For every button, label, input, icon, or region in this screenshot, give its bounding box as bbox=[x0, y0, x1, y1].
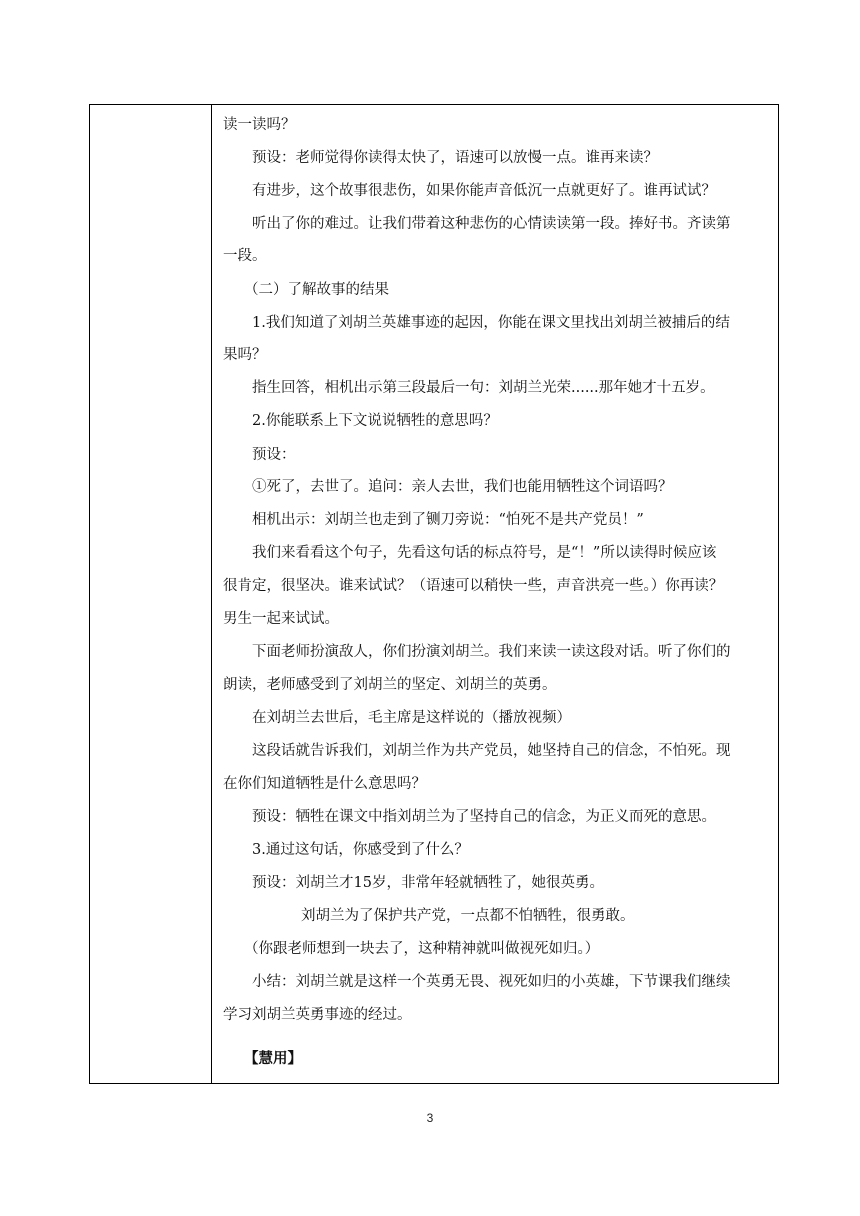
text-line: 相机出示：刘胡兰也走到了铡刀旁说：“怕死不是共产党员！” bbox=[252, 512, 644, 528]
text-line: 刘胡兰为了保护共产党，一点都不怕牺牲，很勇敢。 bbox=[301, 908, 635, 924]
text-line: 预设： bbox=[252, 447, 296, 463]
text-line: 这段话就告诉我们，刘胡兰作为共产党员，她坚持自己的信念，不怕死。现 bbox=[252, 743, 731, 759]
text-line: 在刘胡兰去世后，毛主席是这样说的（播放视频） bbox=[252, 710, 571, 726]
text-line: 果吗？ bbox=[223, 347, 267, 363]
text-line: 2.你能联系上下文说说牺牲的意思吗？ bbox=[252, 413, 498, 429]
text-line: 在你们知道牺牲是什么意思吗？ bbox=[223, 776, 426, 792]
text-line: 很肯定，很坚决。谁来试试？（语速可以稍快一些，声音洪亮一些。）你再读？ bbox=[223, 578, 724, 594]
text-line: 我们来看看这个句子，先看这句话的标点符号，是“！”所以读得时候应该 bbox=[252, 545, 717, 561]
text-line: 小结：刘胡兰就是这样一个英勇无畏、视死如归的小英雄，下节课我们继续 bbox=[252, 974, 731, 990]
text-line: 1.我们知道了刘胡兰英雄事迹的起因，你能在课文里找出刘胡兰被捕后的结 bbox=[252, 315, 730, 331]
text-line: 预设：刘胡兰才15岁，非常年轻就牺牲了，她很英勇。 bbox=[252, 875, 604, 891]
text-line: 听出了你的难过。让我们带着这种悲伤的心情读读第一段。捧好书。齐读第 bbox=[252, 216, 731, 232]
text-line: 预设：牺牲在课文中指刘胡兰为了坚持自己的信念，为正义而死的意思。 bbox=[252, 809, 716, 825]
text-line: 读一读吗？ bbox=[223, 117, 296, 133]
text-line: 朗读，老师感受到了刘胡兰的坚定、刘胡兰的英勇。 bbox=[223, 677, 557, 693]
text-line: 下面老师扮演敌人，你们扮演刘胡兰。我们来读一读这段对话。听了你们的 bbox=[252, 644, 731, 660]
table-left-column bbox=[90, 105, 212, 1083]
text-line: 有进步，这个故事很悲伤，如果你能声音低沉一点就更好了。谁再试试？ bbox=[252, 183, 716, 199]
text-line: 3.通过这句话，你感受到了什么？ bbox=[252, 842, 469, 858]
text-line: ①死了，去世了。追问：亲人去世，我们也能用牺牲这个词语吗？ bbox=[252, 479, 673, 495]
text-line: 男生一起来试试。 bbox=[223, 611, 339, 627]
text-line: 预设：老师觉得你读得太快了，语速可以放慢一点。谁再来读？ bbox=[252, 150, 658, 166]
text-line: 一段。 bbox=[223, 248, 267, 264]
section-heading: （二）了解故事的结果 bbox=[244, 282, 389, 298]
table-content-cell bbox=[213, 105, 778, 1083]
text-line: （你跟老师想到一块去了，这种精神就叫做视死如归。） bbox=[244, 941, 600, 957]
page-number: 3 bbox=[426, 1111, 434, 1125]
lesson-table bbox=[89, 104, 779, 1084]
text-line: 学习刘胡兰英勇事迹的经过。 bbox=[223, 1007, 412, 1023]
section-label: 【慧用】 bbox=[244, 1050, 302, 1067]
text-line: 指生回答，相机出示第三段最后一句：刘胡兰光荣......那年她才十五岁。 bbox=[252, 380, 715, 396]
